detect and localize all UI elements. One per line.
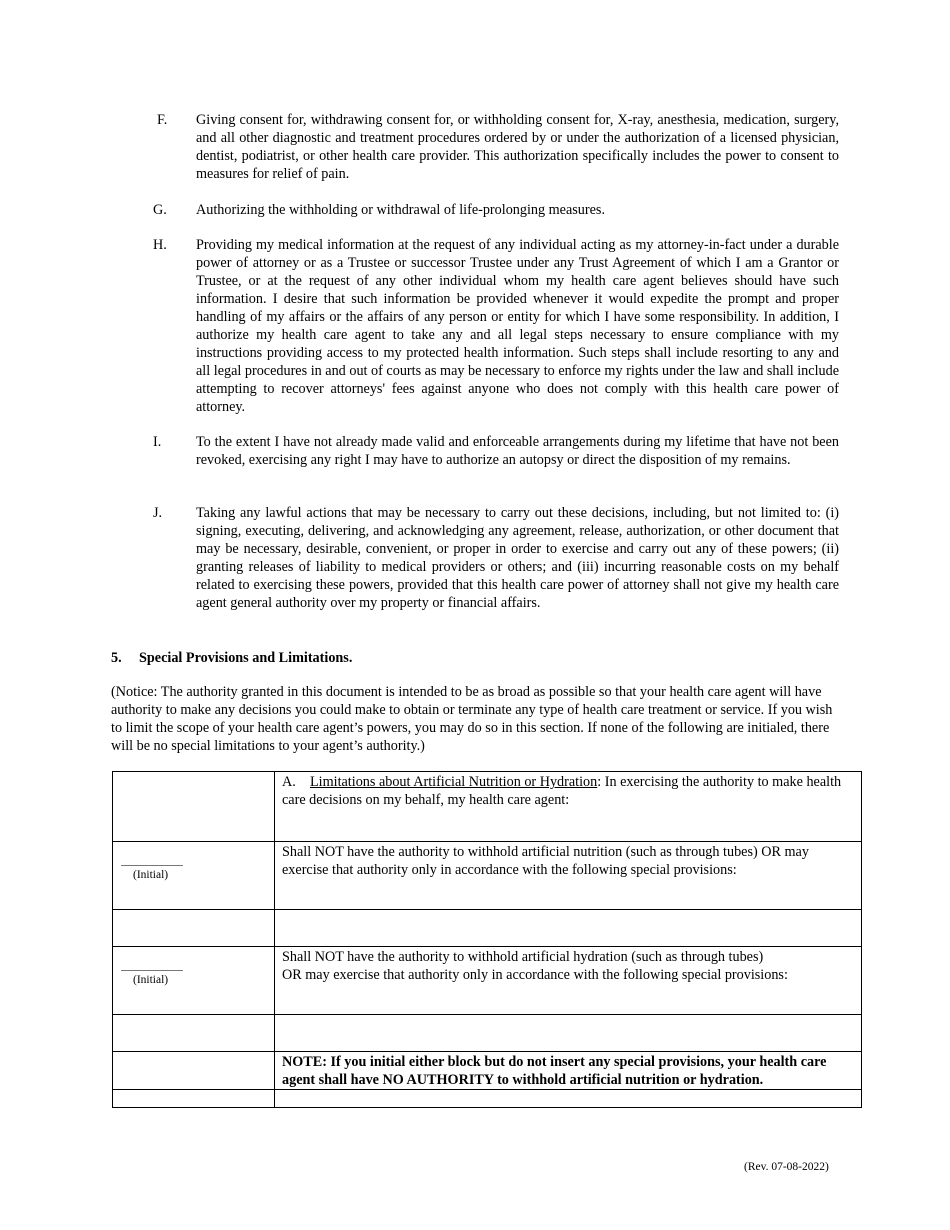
provision-item-i <box>153 433 839 469</box>
hydration-special-provisions-field[interactable] <box>275 1015 862 1052</box>
table-row <box>113 1052 862 1090</box>
section-notice: (Notice: The authority granted in this document is intended to be as broad as possible so that your health care agent will have authority to make any decisions you could make to obtain or terminate any type of health care treatment or service. If you wish to limit the scope of your health care agent’s powers, you may do so in this section. If none of the following are initialed, there will be no special limitations to your agent’s authority.) <box>111 684 833 754</box>
provision-item-f <box>153 111 839 183</box>
initial-label: (Initial) <box>133 869 169 881</box>
section-number: 5. <box>111 650 122 666</box>
limitations-table <box>112 771 862 1108</box>
provision-item-g <box>153 201 839 219</box>
initial-signature-line[interactable] <box>121 970 183 971</box>
provision-item-j <box>153 504 839 612</box>
item-text: Providing my medical information at the request of any individual acting as my attorney-in-fact under a durable power of attorney or as a Trustee or successor Trustee under any Trust Agreement of which I am a Grantor or Trustee, or at the request of any other individual whom my health care agent believes should have such information. I desire that such information be provided whenever it would expedite the prompt and proper handling of my affairs or the affairs of any person or entity for which I have some responsibility. In addition, I authorize my health care agent to take any and all legal steps necessary to ensure compliance with my instructions providing access to my protected health information. Such steps shall include resorting to any and all legal procedures in and out of courts as may be necessary to enforce my rights under the law and shall include attempting to recover attorneys' fees against anyone who does not comply with this health care power of attorney. <box>196 237 839 415</box>
table-row <box>113 842 862 910</box>
table-row <box>113 1090 862 1108</box>
item-text: Giving consent for, withdrawing consent for, or withholding consent for, X-ray, anesthesia, medication, surgery, and all other diagnostic and treatment procedures ordered by or under the authorization of a licensed physician, dentist, podiatrist, or other health care provider. This authorization specifically includes the power to consent to measures for relief of pain. <box>196 112 839 182</box>
provision-item-h <box>153 236 839 416</box>
limitation-a-text: : In exercising the authority to make health care decisions on my behalf, my health care agent: <box>282 774 842 808</box>
limitation-heading-cell <box>275 772 862 842</box>
table-row <box>113 1015 862 1052</box>
table-row <box>113 772 862 842</box>
revision-date: (Rev. 07-08-2022) <box>744 1161 829 1173</box>
blank-cell <box>113 1052 275 1090</box>
table-row <box>113 910 862 947</box>
item-label: G. <box>153 202 167 218</box>
section-heading <box>111 649 352 667</box>
item-text: Authorizing the withholding or withdrawal of life-prolonging measures. <box>196 202 605 218</box>
blank-cell <box>113 1090 275 1108</box>
hydration-initial-cell[interactable] <box>113 947 275 1015</box>
limitation-a-label: A. <box>282 774 296 790</box>
nutrition-initial-cell[interactable] <box>113 842 275 910</box>
nutrition-special-provisions-field[interactable] <box>275 910 862 947</box>
hydration-limitation-cell <box>275 947 862 1015</box>
limitation-a-heading: Limitations about Artificial Nutrition or Hydration <box>309 774 598 790</box>
item-label: I. <box>153 434 162 450</box>
item-label: J. <box>153 505 163 521</box>
item-text: To the extent I have not already made valid and enforceable arrangements during my lifetime that have not been revoked, exercising any right I may have to authorize an autopsy or direct the disposition of my remains. <box>196 434 839 468</box>
note-text: NOTE: If you initial either block but do not insert any special provisions, your health care agent shall have NO AUTHORITY to withhold artificial nutrition or hydration. <box>275 1052 862 1090</box>
blank-cell <box>113 1015 275 1052</box>
initial-label: (Initial) <box>133 974 169 986</box>
hydration-limitation-line1: Shall NOT have the authority to withhold artificial hydration (such as through tubes) <box>282 949 764 965</box>
initial-signature-line[interactable] <box>121 865 183 866</box>
nutrition-limitation-text: Shall NOT have the authority to withhold artificial nutrition (such as through tubes) OR may exercise that authority only in accordance with the following special provisions: <box>275 842 862 910</box>
item-label: F. <box>157 112 168 128</box>
item-label: H. <box>153 237 167 253</box>
item-text: Taking any lawful actions that may be necessary to carry out these decisions, including, but not limited to: (i) signing, executing, delivering, and acknowledging any agreement, release, authorization, or other document that may be necessary, desirable, convenient, or proper in order to exercise and carry out any of these powers; (ii) granting releases of liability to medical providers or others; and (iii) incurring reasonable costs on my behalf related to exercising these powers, provided that this health care power of attorney shall not give my health care agent general authority over my property or financial affairs. <box>196 505 839 611</box>
section-title: Special Provisions and Limitations. <box>139 650 353 666</box>
hydration-limitation-line2: OR may exercise that authority only in accordance with the following special provisions: <box>282 967 788 983</box>
initial-cell-empty <box>113 772 275 842</box>
blank-cell <box>113 910 275 947</box>
table-row <box>113 947 862 1015</box>
blank-cell <box>275 1090 862 1108</box>
